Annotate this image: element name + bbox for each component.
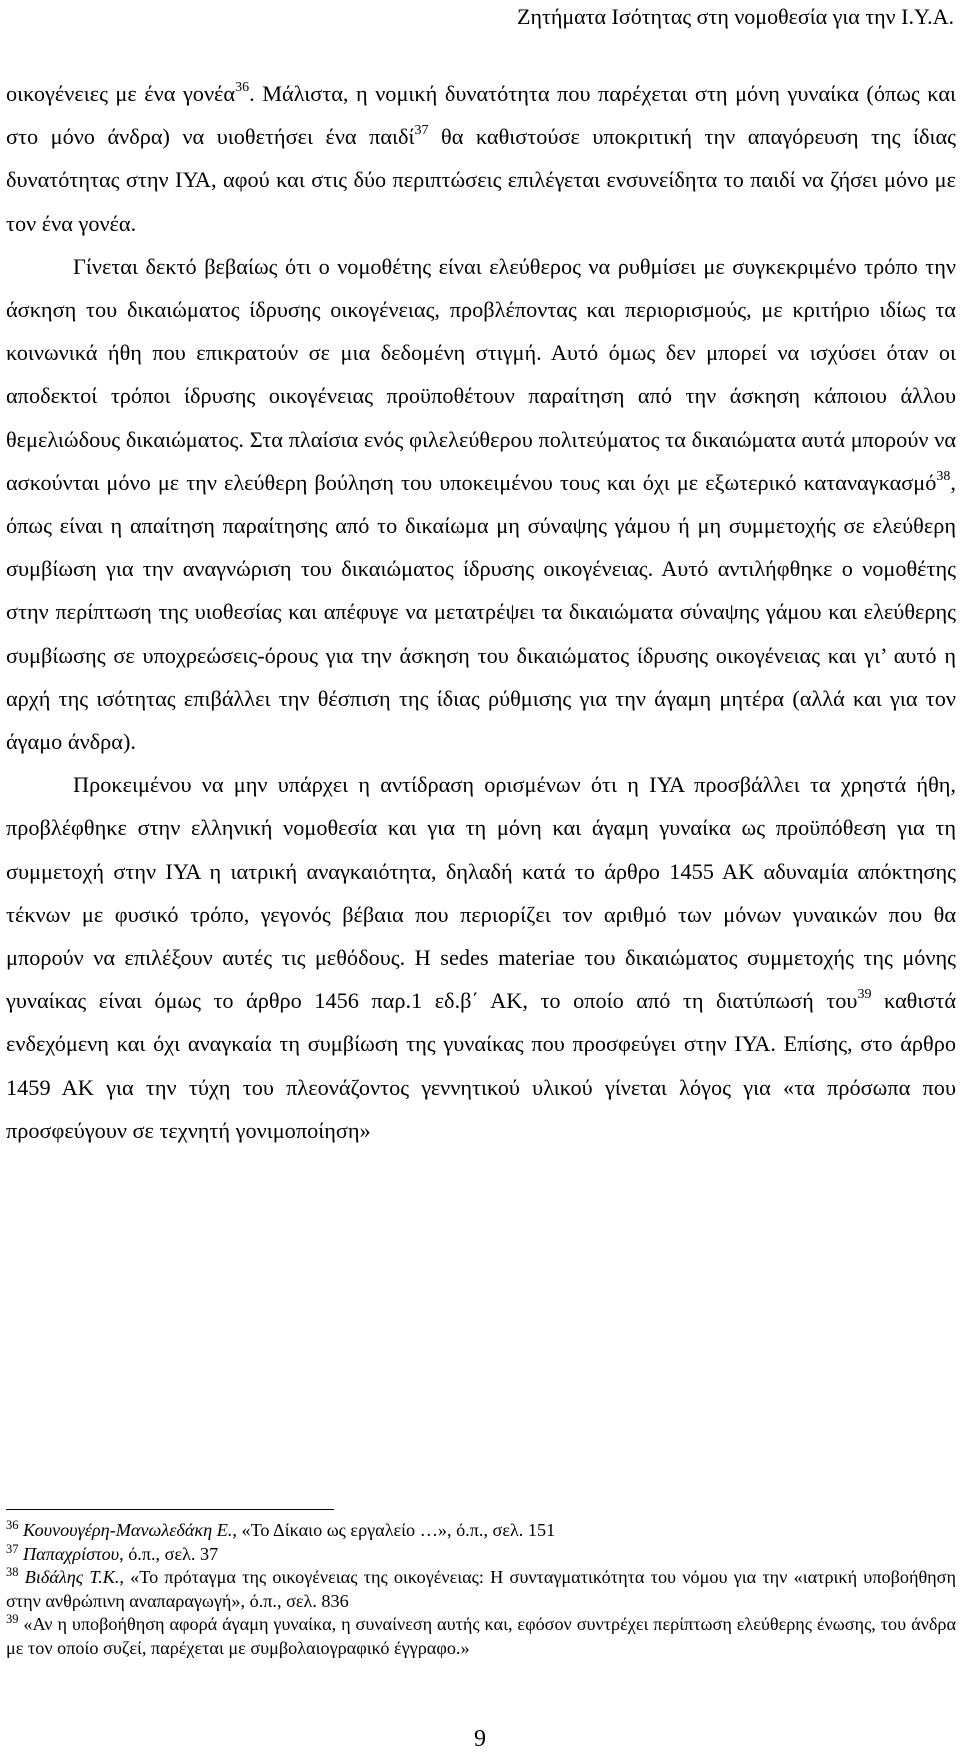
paragraph-3: [6, 763, 956, 1152]
footnote-text: , ό.π., σελ. 37: [119, 1543, 219, 1564]
paragraph-text: θα καθιστούσε υποκριτική την απαγόρευση της ίδιας δυνατότητας στην ΙΥΑ, αφού και στις δύο περιπτώσεις επιλέγεται ενσυνείδητα το παιδί να ζήσει μόνο με τον ένα γονέα.: [6, 124, 956, 236]
footnote-38: [6, 1566, 956, 1613]
footnote-reference[interactable]: 38: [936, 468, 951, 484]
page-number: 9: [474, 1726, 486, 1752]
footnote-text: , «Το Δίκαιο ως εργαλείο …», ό.π., σελ. 151: [232, 1520, 556, 1540]
footnote-reference[interactable]: 37: [414, 123, 429, 139]
footnote-author: Βιδάλης Τ.Κ.: [24, 1567, 120, 1588]
footnote-text: , «Το πρόταγμα της οικογένειας της οικογένειας: Η συνταγματικότητα του νόμου για την «ιατρική υποβοήθηση στην ανθρώπινη αναπαραγωγή», ό.π., σελ. 836: [6, 1567, 956, 1611]
footnote-number: 38: [6, 1565, 19, 1580]
footnotes: [6, 1519, 956, 1661]
footnote-text: «Αν η υποβοήθηση αφορά άγαμη γυναίκα, η συναίνεση αυτής και, εφόσον συντρέχει περίπτωση ελεύθερης ένωσης, του άνδρα με τον οποίο συζεί, παρέχεται με συμβολαιογραφικό έγγραφο.»: [6, 1614, 956, 1658]
body-text: [6, 72, 956, 1152]
paragraph-2: [6, 245, 956, 763]
paragraph-text: , όπως είναι η απαίτηση παραίτησης από το δικαίωμα μη σύναψης γάμου ή μη συμμετοχής σε ελεύθερη συμβίωση για την αναγνώριση του δικαιώματος ίδρυσης οικογένειας. Αυτό αντιλήφθηκε ο νομοθέτης στην περίπτωση της υιοθεσίας και απέφυγε να μετατρέψει τα δικαιώματα σύναψης γάμου και ελεύθερης συμβίωσης σε υποχρεώσεις-όρους για την άσκηση του δικαιώματος ίδρυσης οικογένειας και γι’ αυτό η αρχή της ισότητας επιβάλλει την θέσπιση της ίδιας ρύθμισης για την άγαμη μητέρα (αλλά και για τον άγαμο άνδρα).: [6, 469, 956, 755]
paragraph-text: Προκειμένου να μην υπάρχει η αντίδραση ορισμένων ότι η ΙΥΑ προσβάλλει τα χρηστά ήθη, προβλέφθηκε στην ελληνική νομοθεσία και για τη μόνη και άγαμη γυναίκα ως προϋπόθεση για τη συμμετοχή στην ΙΥΑ η ιατρική αναγκαιότητα, δηλαδή κατά το άρθρο 1455 ΑΚ αδυναμία απόκτησης τέκνων με φυσικό τρόπο, γεγονός βέβαια που περιορίζει τον αριθμό των μόνων γυναικών που θα μπορούν να επιλέξουν αυτές τις μεθόδους. Η sedes materiae του δικαιώματος συμμετοχής της μόνης γυναίκας είναι όμως το άρθρο 1456 παρ.1 εδ.β΄ ΑΚ, το οποίο από τη διατύπωσή του: [6, 772, 956, 1014]
paragraph-text: . Μάλιστα, η νομική δυνατότητα που παρέχεται στη μόνη γυναίκα (όπως και στο μόνο άνδρα) να υιοθετήσει ένα παιδί: [6, 81, 957, 150]
footnote-number: 36: [6, 1518, 19, 1532]
paragraph-1: [6, 72, 956, 245]
paragraph-text: οικογένειες με ένα γονέα: [6, 81, 236, 106]
footnote-39: [6, 1613, 956, 1660]
footnote-author: Παπαχρίστου: [23, 1543, 120, 1564]
running-header: Ζητήματα Ισότητας στη νομοθεσία για την Ι.Υ.Α.: [517, 4, 954, 29]
footnote-reference[interactable]: 39: [857, 987, 872, 1003]
footnote-36: [6, 1519, 956, 1543]
paragraph-text: Γίνεται δεκτό βεβαίως ότι ο νομοθέτης είναι ελεύθερος να ρυθμίσει με συγκεκριμένο τρόπο την άσκηση του δικαιώματος ίδρυσης οικογένειας, προβλέποντας και περιορισμούς, με κριτήριο ιδίως τα κοινωνικά ήθη που επικρατούν σε μια δεδομένη στιγμή. Αυτό όμως δεν μπορεί να ισχύσει όταν οι αποδεκτοί τρόποι ίδρυσης οικογένειας προϋποθέτουν παραίτηση από την άσκηση κάποιου άλλου θεμελιώδους δικαιώματος. Στα πλαίσια ενός φιλελεύθερου πολιτεύματος τα δικαιώματα αυτά μπορούν να ασκούνται μόνο με την ελεύθερη βούληση του υποκειμένου τους και όχι με εξωτερικό καταναγκασμό: [6, 253, 956, 495]
paragraph-text: καθιστά ενδεχόμενη και όχι αναγκαία τη συμβίωση της γυναίκας που προσφεύγει στην ΙΥΑ. Επίσης, στο άρθρο 1459 ΑΚ για την τύχη του πλεονάζοντος γεννητικού υλικού γίνεται λόγος για «τα πρόσωπα που προσφεύγουν σε τεχνητή γονιμοποίηση»: [6, 988, 956, 1143]
footnote-37: [6, 1543, 956, 1567]
footnote-author: Κουνουγέρη-Μανωλεδάκη Ε.: [23, 1520, 233, 1540]
footnote-separator: [6, 1509, 334, 1510]
footnote-reference[interactable]: 36: [235, 80, 250, 95]
footnote-number: 37: [6, 1541, 19, 1556]
footnote-number: 39: [6, 1612, 19, 1627]
